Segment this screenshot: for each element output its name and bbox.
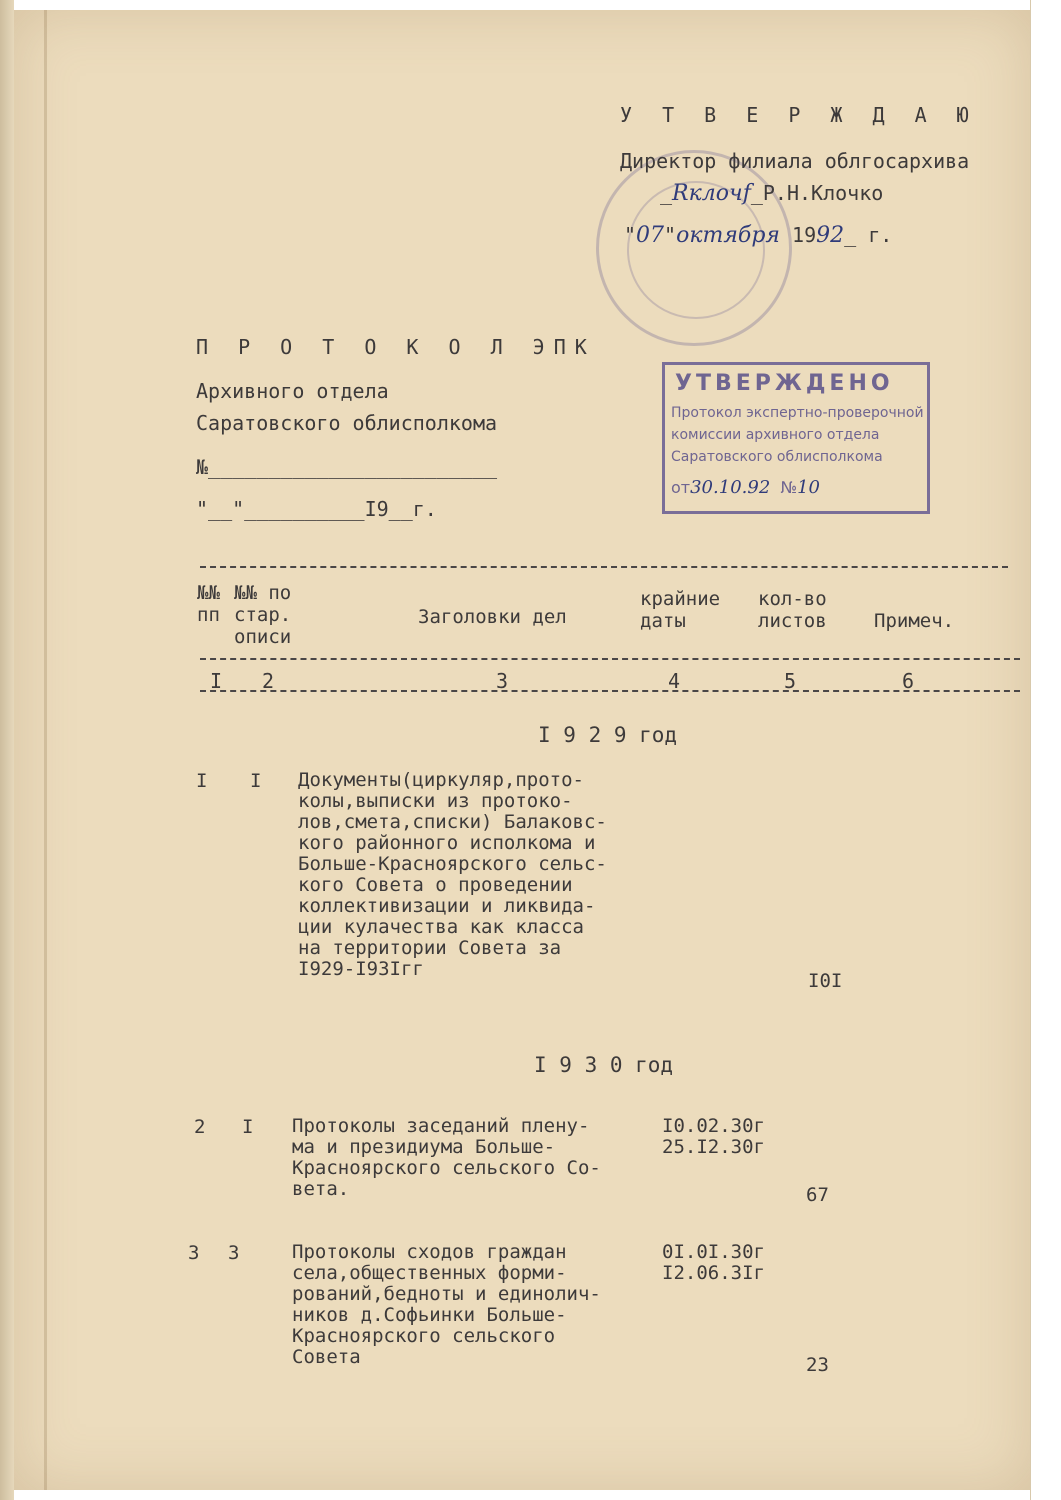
row-3-title: Протоколы сходов граждан села,общественных форми- рований,бедноты и единолич- ников д.Софьинки Больше- Красноярского сельского Совета — [292, 1241, 601, 1368]
stamp-line-2: комиссии архивного отдела — [671, 427, 880, 443]
director-signature: Rклочf — [672, 181, 751, 206]
table-header-rule — [200, 658, 1020, 660]
approval-date: "07"октября 1992_ г. — [624, 223, 893, 248]
col-header-number: №№ пп — [197, 582, 220, 626]
table-top-rule — [200, 566, 1008, 568]
approval-position: Директор филиала облгосархива — [620, 149, 970, 173]
col-num-1: I — [210, 669, 223, 693]
year-heading-1930: I 9 3 0 год — [534, 1053, 674, 1077]
row-2-old-number: I — [242, 1116, 254, 1138]
row-3-sheets: 23 — [806, 1354, 829, 1376]
row-3-dates: 0I.0I.30г I2.06.3Iг — [662, 1241, 765, 1284]
row-1-sheets: I0I — [808, 970, 843, 992]
row-3-number: 3 — [188, 1242, 200, 1264]
col-header-old-number: №№ по стар. описи — [234, 582, 292, 648]
col-num-5: 5 — [784, 669, 797, 693]
scan-right-edge — [1030, 0, 1061, 1500]
year-heading-1929: I 9 2 9 год — [538, 723, 678, 747]
stamp-from-line: от30.10.92 №10 — [671, 477, 820, 498]
stamp-number: 10 — [797, 477, 820, 498]
protocol-number-line: №________________________ — [196, 455, 498, 479]
org-line-1: Архивного отдела — [196, 379, 389, 403]
approval-signature-line: _Rклочf_Р.Н.Клочко — [660, 181, 884, 206]
stamp-heading: УТВЕРЖДЕНО — [675, 371, 894, 396]
stamp-date: 30.10.92 — [690, 477, 771, 498]
approval-month: октября — [676, 223, 780, 248]
col-header-sheets: кол-во листов — [758, 588, 827, 632]
approval-year: 92 — [816, 223, 845, 248]
org-line-2: Саратовского облисполкома — [196, 411, 498, 435]
col-header-dates: крайние даты — [640, 588, 721, 632]
col-num-2: 2 — [262, 669, 275, 693]
round-seal — [596, 150, 792, 346]
row-2-title: Протоколы заседаний плену- ма и президиума Больше- Красноярского сельского Со- вета. — [292, 1115, 601, 1200]
row-2-sheets: 67 — [806, 1184, 829, 1206]
row-1-title: Документы(циркуляр,прото- колы,выписки из протоко- лов,смета,списки) Балаковс- кого районного исполкома и Больше-Красноярского сельс- кого Совета о проведении коллективизации и ликвида- ции кулачества как класса на территории Совета за I929-I93Iгг — [298, 769, 607, 980]
table-numbers-rule — [200, 690, 1020, 692]
stamp-line-3: Саратовского облисполкома — [671, 449, 883, 465]
row-2-number: 2 — [194, 1116, 206, 1138]
paper-fold — [44, 10, 47, 1490]
protocol-date-line: "__"__________I9__г. — [196, 497, 437, 521]
row-2-dates: I0.02.30г 25.I2.30г — [662, 1115, 765, 1158]
col-num-4: 4 — [668, 669, 681, 693]
approval-title: У Т В Е Р Ж Д А Ю — [620, 103, 978, 127]
row-1-number: I — [196, 770, 208, 792]
row-3-old-number: 3 — [228, 1242, 240, 1264]
row-1-old-number: I — [250, 770, 262, 792]
approval-day: 07 — [636, 223, 665, 248]
stamp-line-1: Протокол экспертно-проверочной — [671, 405, 924, 421]
col-header-titles: Заголовки дел — [418, 606, 567, 628]
scan-left-edge — [0, 0, 14, 1500]
col-num-6: 6 — [902, 669, 915, 693]
col-num-3: 3 — [496, 669, 509, 693]
col-header-notes: Примеч. — [874, 610, 955, 632]
approved-stamp — [662, 362, 930, 514]
protocol-title: П Р О Т О К О Л ЭПК — [196, 335, 596, 359]
